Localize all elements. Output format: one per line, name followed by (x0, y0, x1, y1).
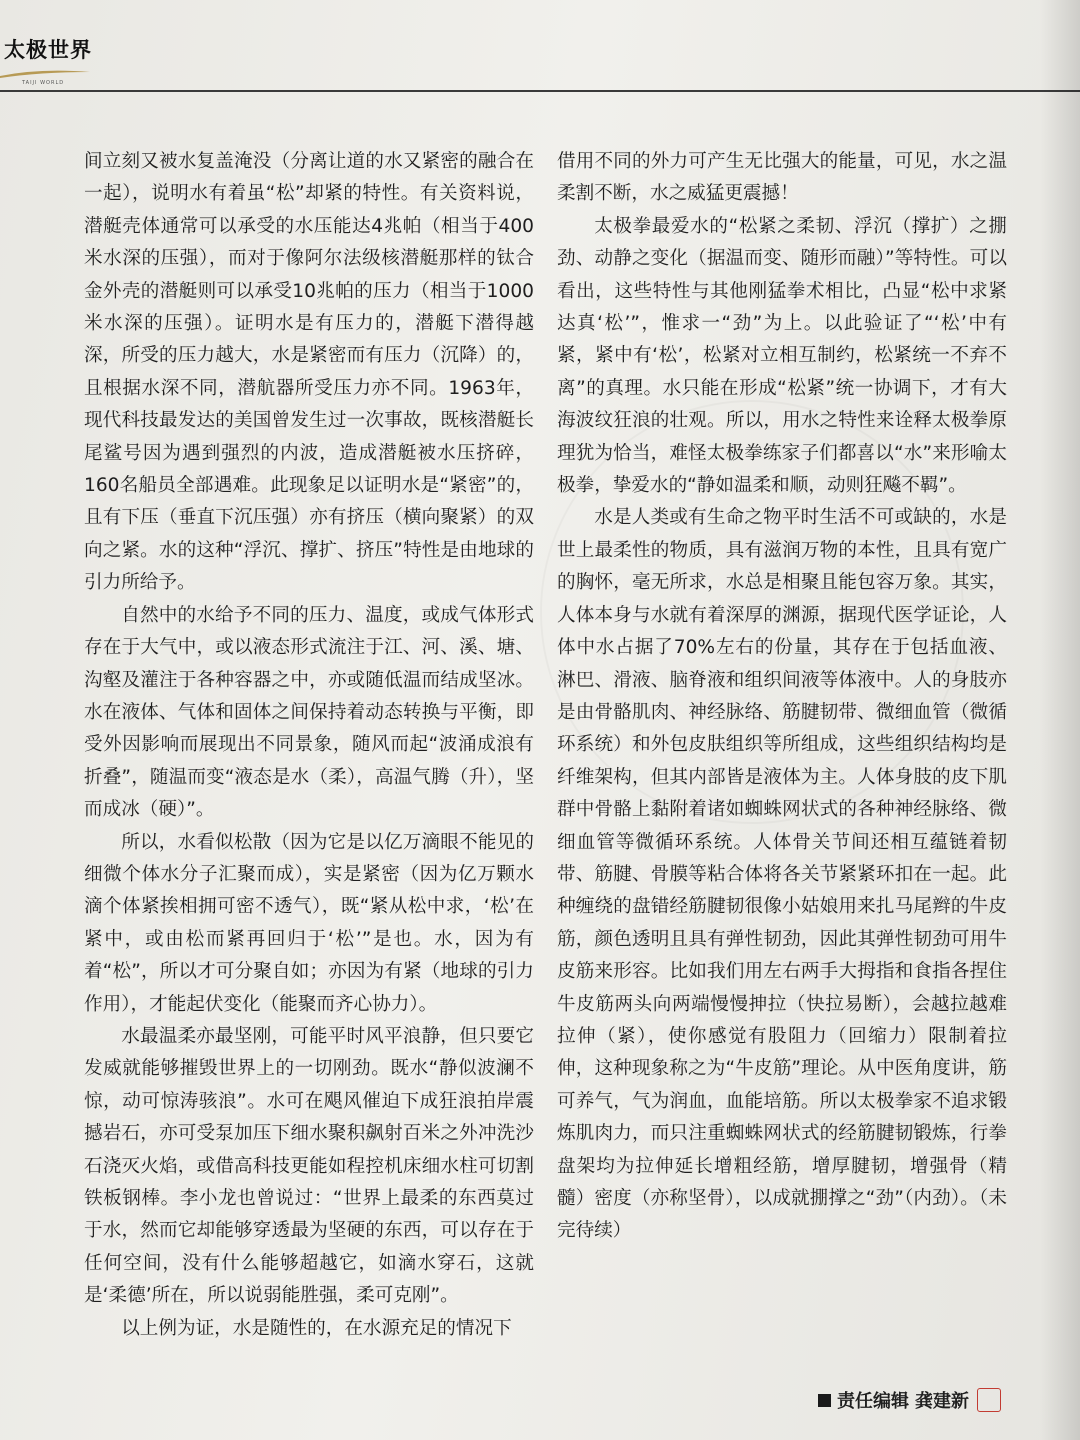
page-gutter-shadow (1040, 0, 1080, 1440)
seal-stamp-icon (977, 1388, 1001, 1412)
left-column (84, 146, 534, 1345)
responsible-editor (818, 1387, 1001, 1413)
square-bullet-icon (818, 1394, 831, 1407)
left-paragraph-3: 所以，水看似松散（因为它是以亿万滴眼不能见的细微个体水分子汇聚而成），实是紧密（因为亿万颗水滴个体紧挨相拥可密不透气），既“紧从松中求，‘松’在紧中，或由松而紧再回归于‘松’”是也。水，因为有着“松”，所以才可分聚自如；亦因为有紧（地球的引力作用），才能起伏变化（能聚而齐心协力）。 (84, 831, 534, 1015)
right-paragraph-1: 借用不同的外力可产生无比强大的能量，可见，水之温柔割不断，水之威猛更震撼！ (557, 151, 1007, 205)
left-paragraph-4: 水最温柔亦最坚刚，可能平时风平浪静，但只要它发威就能够摧毁世界上的一切刚劲。既水“静似波澜不惊，动可惊涛骇浪”。水可在飓风催迫下成狂浪拍岸震撼岩石，亦可受泵加压下细水聚积飙射百米之外冲洗沙石浇灭火焰，或借高科技更能如程控机床细水柱可切割铁板钢棒。李小龙也曾说过：“世界上最柔的东西莫过于水，然而它却能够穿透最为坚硬的东西，可以存在于任何空间，没有什么能够超越它，如滴水穿石，这就是‘柔德’所在，所以说弱能胜强，柔可克刚”。 (84, 1025, 534, 1307)
right-paragraph-3: 水是人类或有生命之物平时生活不可或缺的，水是世上最柔性的物质，具有滋润万物的本性，且具有宽广的胸怀，毫无所求，水总是相聚且能包容万象。其实，人体本身与水就有着深厚的渊源，据现代医学证论，人体中水占据了70%左右的份量，其存在于包括血液、淋巴、滑液、脑脊液和组织间液等体液中。人的身肢亦是由骨骼肌肉、神经脉络、筋腱韧带、微细血管（微循环系统）和外包皮肤组织等所组成，这些组织结构均是纤维架构，但其内部皆是液体为主。人体身肢的皮下肌群中骨骼上黏附着诸如蜘蛛网状式的各种神经脉络、微细血管等微循环系统。人体骨关节间还相互蕴链着韧带、筋腱、骨膜等粘合体将各关节紧紧环扣在一起。此种缠绕的盘错经筋腱韧很像小姑娘用来扎马尾辫的牛皮筋，颜色透明且具有弹性韧劲，因此其弹性韧劲可用牛皮筋来形容。比如我们用左右两手大拇指和食指各捏住牛皮筋两头向两端慢慢抻拉（快拉易断），会越拉越难拉伸（紧），使你感觉有股阻力（回缩力）限制着拉伸，这种现象称之为“牛皮筋”理论。从中医角度讲，筋可养气，气为润血，血能培筋。所以太极拳家不追求锻炼肌肉力，而只注重蜘蛛网状式的经筋腱韧锻炼，行拳盘架均为拉伸延长增粗经筋，增厚腱韧，增强骨（精髓）密度（亦称坚骨），以成就掤撑之“劲”（内劲）。（未完待续） (557, 507, 1007, 1242)
page-header (0, 28, 1080, 98)
right-paragraph-2: 太极拳最爱水的“松紧之柔韧、浮沉（撑扩）之掤劲、动静之变化（据温而变、随形而融）”等特性。可以看出，这些特性与其他刚猛拳术相比，凸显“松中求紧达真‘松’”，惟求一“劲”为上。以此验证了“‘松’中有紧，紧中有‘松’，松紧对立相互制约，松紧统一不弃不离”的真理。水只能在形成“松紧”统一协调下，才有大海波纹狂浪的壮观。所以，用水之特性来诠释太极拳原理犹为恰当，难怪太极拳练家子们都喜以“水”来形喻太极拳，挚爱水的“静如温柔和顺，动则狂飚不羁”。 (557, 215, 1007, 497)
right-column (557, 146, 1007, 1248)
header-rule (0, 90, 1080, 92)
magazine-subtitle: TAIJI WORLD (22, 80, 65, 86)
editor-label: 责任编辑 (837, 1391, 909, 1412)
editor-name: 龚建新 (915, 1391, 969, 1412)
left-paragraph-1: 间立刻又被水复盖淹没（分离让道的水又紧密的融合在一起），说明水有着虽“松”却紧的特性。有关资料说，潜艇壳体通常可以承受的水压能达4兆帕（相当于400米水深的压强），而对于像阿尔法级核潜艇那样的钛合金外壳的潜艇则可以承受10兆帕的压力（相当于1000米水深的压强）。证明水是有压力的，潜艇下潜得越深，所受的压力越大，水是紧密而有压力（沉降）的，且根据水深不同，潜航器所受压力亦不同。1963年，现代科技最发达的美国曾发生过一次事故，既核潜艇长尾鲨号因为遇到强烈的内波，造成潜艇被水压挤碎，160名船员全部遇难。此现象足以证明水是“紧密”的，且有下压（垂直下沉压强）亦有挤压（横向聚紧）的双向之紧。水的这种“浮沉、撑扩、挤压”特性是由地球的引力所给予。 (84, 151, 534, 594)
magazine-title: 太极世界 (4, 38, 92, 62)
header-swoosh-icon (0, 66, 90, 80)
left-paragraph-5: 以上例为证，水是随性的，在水源充足的情况下 (121, 1317, 512, 1339)
left-paragraph-2: 自然中的水给予不同的压力、温度，或成气体形式存在于大气中，或以液态形式流注于江、河、溪、塘、沟壑及灌注于各种容器之中，亦或随低温而结成坚冰。水在液体、气体和固体之间保持着动态转换与平衡，即受外因影响而展现出不同景象，随风而起“波涌成浪有折叠”，随温而变“液态是水（柔），高温气腾（升），坚而成冰（硬）”。 (84, 604, 534, 821)
